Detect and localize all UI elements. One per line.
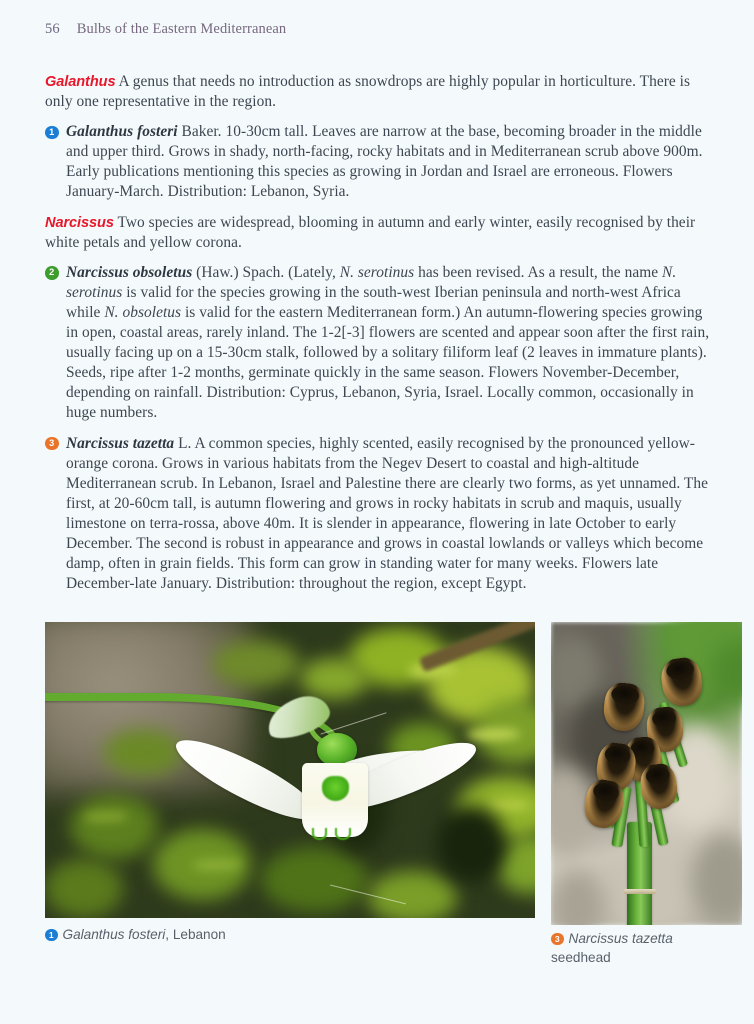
caption-left [45, 926, 515, 945]
species-name-narcissus-obsoletus: Narcissus obsoletus [66, 263, 193, 281]
stalk-node [624, 889, 656, 894]
photo-left-frame [45, 622, 535, 918]
genus-name-galanthus: Galanthus [45, 74, 116, 90]
photo-galanthus-fosteri [45, 622, 535, 918]
green-mark-lower-right [335, 828, 351, 840]
species-entry-1-text: Baker. 10-30cm tall. Leaves are narrow at the base, becoming broader in the middle and upper third. Grows in shady, north-facing, rocky habitats and in Mediterranean scrub above 900m. Early publications mentioning this species as growing in Jordan and Israel are erroneous. Flowers January-March. Distribution: Lebanon, Syria. [66, 123, 703, 201]
caption-marker-1: 1 [45, 929, 58, 942]
genus-galanthus-text: A genus that needs no introduction as snowdrops are highly popular in horticulture. There is only one representative in the region. [45, 73, 691, 111]
genus-narcissus-text: Two species are widespread, blooming in autumn and early winter, easily recognised by their white petals and yellow corona. [45, 213, 696, 251]
paragraph-galanthus-genus [45, 72, 710, 112]
entry-marker-2: 2 [45, 266, 59, 280]
paragraph-narcissus-genus [45, 213, 710, 253]
caption-right-detail: seedhead [551, 949, 611, 965]
caption-marker-3: 3 [551, 933, 564, 946]
book-title: Bulbs of the Eastern Mediterranean [76, 21, 287, 37]
entry-marker-3: 3 [45, 437, 59, 451]
page-number: 56 [45, 21, 60, 37]
genus-name-narcissus: Narcissus [45, 214, 114, 231]
entry-marker-1: 1 [45, 126, 59, 140]
caption-left-locality: , Lebanon [165, 927, 226, 942]
photo-right-frame [551, 622, 742, 925]
entry-2-seg2: has been revised. As a result, the name [418, 263, 659, 281]
species-entry-3-text: L. A common species, highly scented, easily recognised by the pronounced yellow-orange corona. Grows in various habitats from the Negev Desert to coastal and high-altitude Mediterranean scrub. In Lebanon, Israel and Palestine there are clearly two forms, as yet unnamed. The first, at 20-60cm tall, is autumn flowering and grows in rocky habitats in scrub and maquis, usually limestone on terra-rossa, above 40m. It is slender in appearance, flowering in late October to early December. The second is robust in appearance and grows in coastal lowlands or valleys which become damp, often in grain fields. This form can grow in standing water for many weeks. Flowers late December-late January. Distribution: throughout the region, except Egypt. [66, 434, 708, 593]
species-entry-2 [45, 263, 710, 424]
moss-background [45, 622, 535, 918]
entry-2-italic-1: N. serotinus [339, 263, 415, 281]
entry-2-seg3: is valid for the species growing in the south-west Iberian peninsula and north-west Africa while [66, 283, 681, 321]
photo-narcissus-tazetta-seedhead [551, 622, 742, 925]
species-entry-1 [45, 122, 710, 202]
caption-right-species: Narcissus tazetta [568, 931, 673, 946]
species-name-narcissus-tazetta: Narcissus tazetta [66, 434, 175, 452]
running-head [45, 21, 286, 38]
species-name-galanthus-fosteri: Galanthus fosteri [66, 123, 178, 141]
caption-right [551, 930, 747, 967]
entry-2-seg4: is valid for the eastern Mediterranean form.) An autumn-flowering species growing in open, coastal areas, rarely inland. The 1-2[-3] flowers are scented and appear soon after the first rain, usually facing up on a 15-30cm stalk, followed by a solitary filiform leaf (2 leaves in immature plants). Seeds, ripe after 1-2 months, germinate quickly in the same season. Flowers November-December, depending on rainfall. Distribution: Cyprus, Lebanon, Syria, Israel. Locally common, occasionally in huge numbers. [66, 303, 710, 422]
entry-2-seg1: (Haw.) Spach. (Lately, [196, 263, 336, 281]
text-column [45, 72, 710, 604]
entry-2-italic-3: N. obsoletus [104, 303, 182, 321]
green-mark-upper [322, 776, 349, 801]
caption-left-species: Galanthus fosteri [62, 927, 166, 942]
species-entry-3 [45, 434, 710, 595]
entry-2-italic-2: N. serotinus [66, 263, 677, 301]
